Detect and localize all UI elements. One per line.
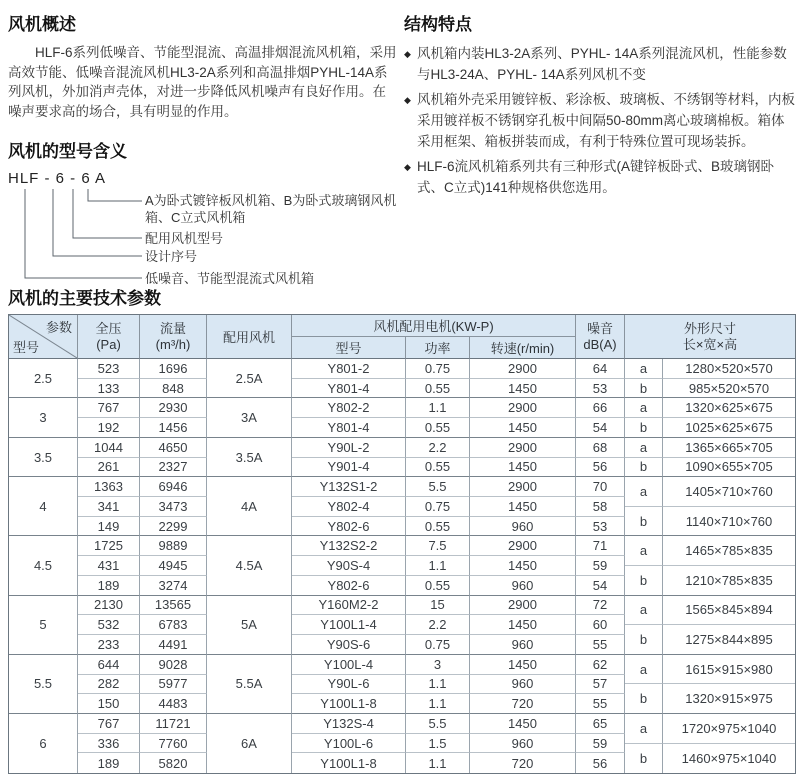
header-noise-unit: dB(A) (583, 336, 617, 352)
cell-noise: 62 (576, 655, 625, 675)
cell-pressure: 532 (78, 615, 140, 635)
cell-flow: 2299 (140, 517, 207, 537)
cell-power: 1.1 (406, 694, 470, 714)
cell-noise: 70 (576, 477, 625, 497)
parameters-heading: 风机的主要技术参数 (8, 289, 161, 308)
cell-flow: 11721 (140, 714, 207, 734)
cell-noise: 72 (576, 596, 625, 616)
cell-power: 0.55 (406, 517, 470, 537)
cell-fan: 5A (207, 596, 292, 655)
cell-motor-model: Y100L1-8 (292, 753, 406, 773)
cell-dim-size: 1720×975×1040 (663, 714, 795, 744)
cell-noise: 55 (576, 694, 625, 714)
cell-dim-size: 1140×710×760 (663, 507, 795, 537)
cell-motor-model: Y132S2-2 (292, 536, 406, 556)
model-code-label-design-no: 设计序号 (145, 249, 198, 264)
cell-pressure: 189 (78, 753, 140, 773)
cell-dim-size: 1465×785×835 (663, 536, 795, 566)
cell-speed: 720 (470, 753, 576, 773)
cell-model: 6 (9, 714, 78, 773)
cell-dim-size: 1090×655×705 (663, 458, 795, 478)
cell-dim-tag: a (625, 398, 663, 418)
cell-dim-size: 1565×845×894 (663, 596, 795, 626)
features-heading: 结构特点 (404, 15, 472, 34)
cell-flow: 1456 (140, 418, 207, 438)
parameters-section (8, 284, 798, 774)
model-code-label-fan-model: 配用风机型号 (145, 231, 224, 246)
cell-power: 2.2 (406, 438, 470, 458)
cell-dim-size: 1025×625×675 (663, 418, 795, 438)
cell-pressure: 341 (78, 497, 140, 517)
header-motor-power: 功率 (406, 337, 470, 359)
cell-speed: 960 (470, 517, 576, 537)
cell-pressure: 1044 (78, 438, 140, 458)
cell-motor-model: Y801-2 (292, 359, 406, 379)
cell-motor-model: Y100L1-8 (292, 694, 406, 714)
cell-flow: 4483 (140, 694, 207, 714)
parameters-table (8, 314, 796, 774)
cell-dim-size: 1405×710×760 (663, 477, 795, 507)
cell-fan: 3.5A (207, 438, 292, 477)
feature-item (404, 156, 796, 198)
cell-fan: 4A (207, 477, 292, 536)
cell-power: 0.75 (406, 359, 470, 379)
cell-flow: 3274 (140, 576, 207, 596)
header-noise-label: 噪音 (586, 320, 613, 336)
cell-motor-model: Y801-4 (292, 379, 406, 399)
cell-pressure: 336 (78, 734, 140, 754)
cell-dim-tag: b (625, 458, 663, 478)
cell-dim-size: 985×520×570 (663, 379, 795, 399)
cell-dim-tag: b (625, 684, 663, 714)
cell-dim-size: 1365×665×705 (663, 438, 795, 458)
cell-dim-size: 1275×844×895 (663, 625, 795, 655)
cell-dim-tag: b (625, 379, 663, 399)
cell-motor-model: Y90L-2 (292, 438, 406, 458)
cell-noise: 64 (576, 359, 625, 379)
cell-noise: 59 (576, 734, 625, 754)
cell-speed: 2900 (470, 398, 576, 418)
cell-dim-tag: a (625, 596, 663, 626)
header-motor-speed: 转速(r/min) (470, 337, 576, 359)
cell-motor-model: Y90L-6 (292, 675, 406, 695)
cell-noise: 55 (576, 635, 625, 655)
cell-fan: 5.5A (207, 655, 292, 714)
header-dimensions (625, 315, 795, 359)
cell-speed: 1450 (470, 458, 576, 478)
cell-flow: 5820 (140, 753, 207, 773)
cell-power: 5.5 (406, 477, 470, 497)
cell-flow: 7760 (140, 734, 207, 754)
cell-dim-tag: b (625, 507, 663, 537)
overview-heading: 风机概述 (8, 15, 76, 34)
cell-power: 15 (406, 596, 470, 616)
cell-noise: 56 (576, 458, 625, 478)
cell-motor-model: Y901-4 (292, 458, 406, 478)
cell-dim-tag: b (625, 625, 663, 655)
feature-item (404, 43, 796, 85)
cell-motor-model: Y802-6 (292, 576, 406, 596)
cell-flow: 4491 (140, 635, 207, 655)
header-corner-cell (9, 315, 78, 359)
cell-dim-tag: b (625, 418, 663, 438)
cell-pressure: 133 (78, 379, 140, 399)
cell-model: 3 (9, 398, 78, 437)
cell-fan: 3A (207, 398, 292, 437)
header-motor-group: 风机配用电机(KW-P) (292, 315, 576, 337)
cell-fan: 4.5A (207, 536, 292, 595)
cell-speed: 1450 (470, 655, 576, 675)
cell-speed: 1450 (470, 379, 576, 399)
header-dimensions-unit: 长×宽×高 (682, 336, 738, 352)
feature-text: 风机箱外壳采用镀锌板、彩涂板、玻璃板、不绣钢等材料，内板采用镀祥板不锈钢穿孔板中间隔50-80mm离心玻璃棉板。箱体采用框架、箱板拼装而成，有利于特殊位置可现场装拆。 (417, 92, 795, 149)
cell-speed: 960 (470, 635, 576, 655)
cell-pressure: 523 (78, 359, 140, 379)
cell-dim-size: 1210×785×835 (663, 566, 795, 596)
cell-flow: 9028 (140, 655, 207, 675)
cell-model: 5 (9, 596, 78, 655)
cell-dim-tag: a (625, 714, 663, 744)
header-pressure-unit: (Pa) (96, 336, 121, 352)
cell-flow: 2930 (140, 398, 207, 418)
cell-power: 7.5 (406, 536, 470, 556)
diamond-bullet-icon: ◆ (404, 95, 411, 105)
cell-speed: 960 (470, 675, 576, 695)
cell-motor-model: Y100L-4 (292, 655, 406, 675)
cell-speed: 720 (470, 694, 576, 714)
cell-noise: 54 (576, 576, 625, 596)
diamond-bullet-icon: ◆ (404, 49, 411, 59)
cell-flow: 4945 (140, 556, 207, 576)
cell-speed: 960 (470, 734, 576, 754)
cell-speed: 1450 (470, 615, 576, 635)
cell-pressure: 150 (78, 694, 140, 714)
header-pressure (78, 315, 140, 359)
features-section (404, 10, 796, 202)
cell-noise: 60 (576, 615, 625, 635)
cell-noise: 57 (576, 675, 625, 695)
cell-power: 5.5 (406, 714, 470, 734)
cell-motor-model: Y100L1-4 (292, 615, 406, 635)
cell-noise: 71 (576, 536, 625, 556)
feature-text: 风机箱内装HL3-2A系列、PYHL- 14A系列混流风机，性能参数与HL3-24A、PYHL- 14A系列风机不变 (417, 46, 787, 82)
cell-motor-model: Y132S-4 (292, 714, 406, 734)
model-code-diagram (8, 189, 398, 299)
cell-dim-size: 1320×915×975 (663, 684, 795, 714)
cell-motor-model: Y160M2-2 (292, 596, 406, 616)
cell-motor-model: Y802-4 (292, 497, 406, 517)
cell-dim-tag: a (625, 477, 663, 507)
cell-power: 0.75 (406, 635, 470, 655)
cell-flow: 4650 (140, 438, 207, 458)
cell-noise: 65 (576, 714, 625, 734)
header-corner-parameter: 参数 (45, 320, 72, 335)
cell-speed: 2900 (470, 477, 576, 497)
cell-dim-size: 1280×520×570 (663, 359, 795, 379)
cell-power: 0.55 (406, 379, 470, 399)
cell-fan: 2.5A (207, 359, 292, 398)
header-flow-unit: (m³/h) (155, 336, 191, 352)
cell-speed: 2900 (470, 536, 576, 556)
cell-dim-tag: a (625, 655, 663, 685)
cell-power: 0.55 (406, 418, 470, 438)
cell-power: 1.5 (406, 734, 470, 754)
cell-model: 5.5 (9, 655, 78, 714)
cell-pressure: 1363 (78, 477, 140, 497)
cell-dim-tag: b (625, 566, 663, 596)
cell-pressure: 431 (78, 556, 140, 576)
cell-model: 2.5 (9, 359, 78, 398)
cell-motor-model: Y802-2 (292, 398, 406, 418)
cell-motor-model: Y801-4 (292, 418, 406, 438)
header-fan: 配用风机 (207, 315, 292, 359)
header-motor-model: 型号 (292, 337, 406, 359)
cell-pressure: 282 (78, 675, 140, 695)
cell-pressure: 767 (78, 398, 140, 418)
cell-speed: 1450 (470, 418, 576, 438)
cell-pressure: 189 (78, 576, 140, 596)
diamond-bullet-icon: ◆ (404, 162, 411, 172)
cell-flow: 13565 (140, 596, 207, 616)
cell-speed: 1450 (470, 497, 576, 517)
cell-power: 1.1 (406, 675, 470, 695)
cell-pressure: 149 (78, 517, 140, 537)
cell-noise: 66 (576, 398, 625, 418)
header-noise (576, 315, 625, 359)
cell-speed: 960 (470, 576, 576, 596)
cell-noise: 53 (576, 517, 625, 537)
cell-dim-size: 1460×975×1040 (681, 750, 777, 766)
header-corner-model: 型号 (13, 340, 40, 355)
cell-pressure: 767 (78, 714, 140, 734)
model-meaning-section (8, 137, 398, 299)
cell-flow: 5977 (140, 675, 207, 695)
cell-dim-size: 1615×915×980 (663, 655, 795, 685)
cell-speed: 2900 (470, 596, 576, 616)
cell-dim-tag: a (625, 359, 663, 379)
cell-pressure: 1725 (78, 536, 140, 556)
cell-pressure: 233 (78, 635, 140, 655)
cell-dim-size: 1320×625×675 (663, 398, 795, 418)
cell-noise: 58 (576, 497, 625, 517)
cell-flow: 1696 (140, 359, 207, 379)
header-flow-label: 流量 (159, 320, 186, 336)
cell-flow: 6946 (140, 477, 207, 497)
cell-power: 0.55 (406, 458, 470, 478)
feature-text: HLF-6流风机箱系列共有三种形式(A键锌板卧式、B玻璃钢卧式、C立式)141种规格供您选用。 (417, 159, 775, 195)
cell-motor-model: Y802-6 (292, 517, 406, 537)
cell-speed: 1450 (470, 556, 576, 576)
overview-paragraph: HLF-6系列低噪音、节能型混流、高温排烟混流风机箱，采用高效节能、低噪音混流风机HL3-2A系列和高温排烟PYHL-14A系列风机，外加消声壳体，对进一步降低风机噪声有良好作用。在噪声要求高的场合，具有明显的作用。 (8, 45, 397, 119)
cell-power: 0.55 (406, 576, 470, 596)
cell-pressure: 2130 (78, 596, 140, 616)
cell-speed: 2900 (470, 438, 576, 458)
cell-power: 3 (406, 655, 470, 675)
cell-model: 3.5 (9, 438, 78, 477)
model-meaning-heading: 风机的型号含义 (8, 142, 127, 161)
cell-motor-model: Y132S1-2 (292, 477, 406, 497)
cell-pressure: 261 (78, 458, 140, 478)
cell-dim-tag: b (625, 744, 663, 774)
header-pressure-label: 全压 (95, 320, 122, 336)
cell-pressure: 644 (78, 655, 140, 675)
cell-noise: 59 (576, 556, 625, 576)
cell-model: 4 (9, 477, 78, 536)
cell-flow: 9889 (140, 536, 207, 556)
header-flow (140, 315, 207, 359)
cell-power: 1.1 (406, 556, 470, 576)
cell-power: 2.2 (406, 615, 470, 635)
cell-noise: 54 (576, 418, 625, 438)
model-code-label-series: 低噪音、节能型混流式风机箱 (145, 271, 315, 286)
cell-noise: 68 (576, 438, 625, 458)
cell-power: 1.1 (406, 398, 470, 418)
cell-power: 0.75 (406, 497, 470, 517)
cell-dim-tag: a (625, 438, 663, 458)
feature-item (404, 89, 796, 152)
cell-power: 1.1 (406, 753, 470, 773)
overview-section (8, 10, 398, 299)
cell-model: 4.5 (9, 536, 78, 595)
cell-noise: 53 (576, 379, 625, 399)
cell-speed: 1450 (470, 714, 576, 734)
cell-motor-model: Y90S-6 (292, 635, 406, 655)
cell-fan: 6A (207, 714, 292, 773)
cell-speed: 2900 (470, 359, 576, 379)
model-code: HLF - 6 - 6 A (8, 170, 107, 187)
cell-dim-tag: a (625, 536, 663, 566)
cell-flow: 2327 (140, 458, 207, 478)
cell-motor-model: Y90S-4 (292, 556, 406, 576)
cell-pressure: 192 (78, 418, 140, 438)
cell-motor-model: Y100L-6 (292, 734, 406, 754)
model-code-label-variant: A为卧式镀锌板风机箱、B为卧式玻璃钢风机箱、C立式风机箱 (145, 193, 397, 225)
cell-flow: 848 (140, 379, 207, 399)
cell-noise: 56 (576, 753, 625, 773)
cell-flow: 3473 (140, 497, 207, 517)
header-dimensions-label: 外形尺寸 (683, 320, 736, 336)
cell-flow: 6783 (140, 615, 207, 635)
